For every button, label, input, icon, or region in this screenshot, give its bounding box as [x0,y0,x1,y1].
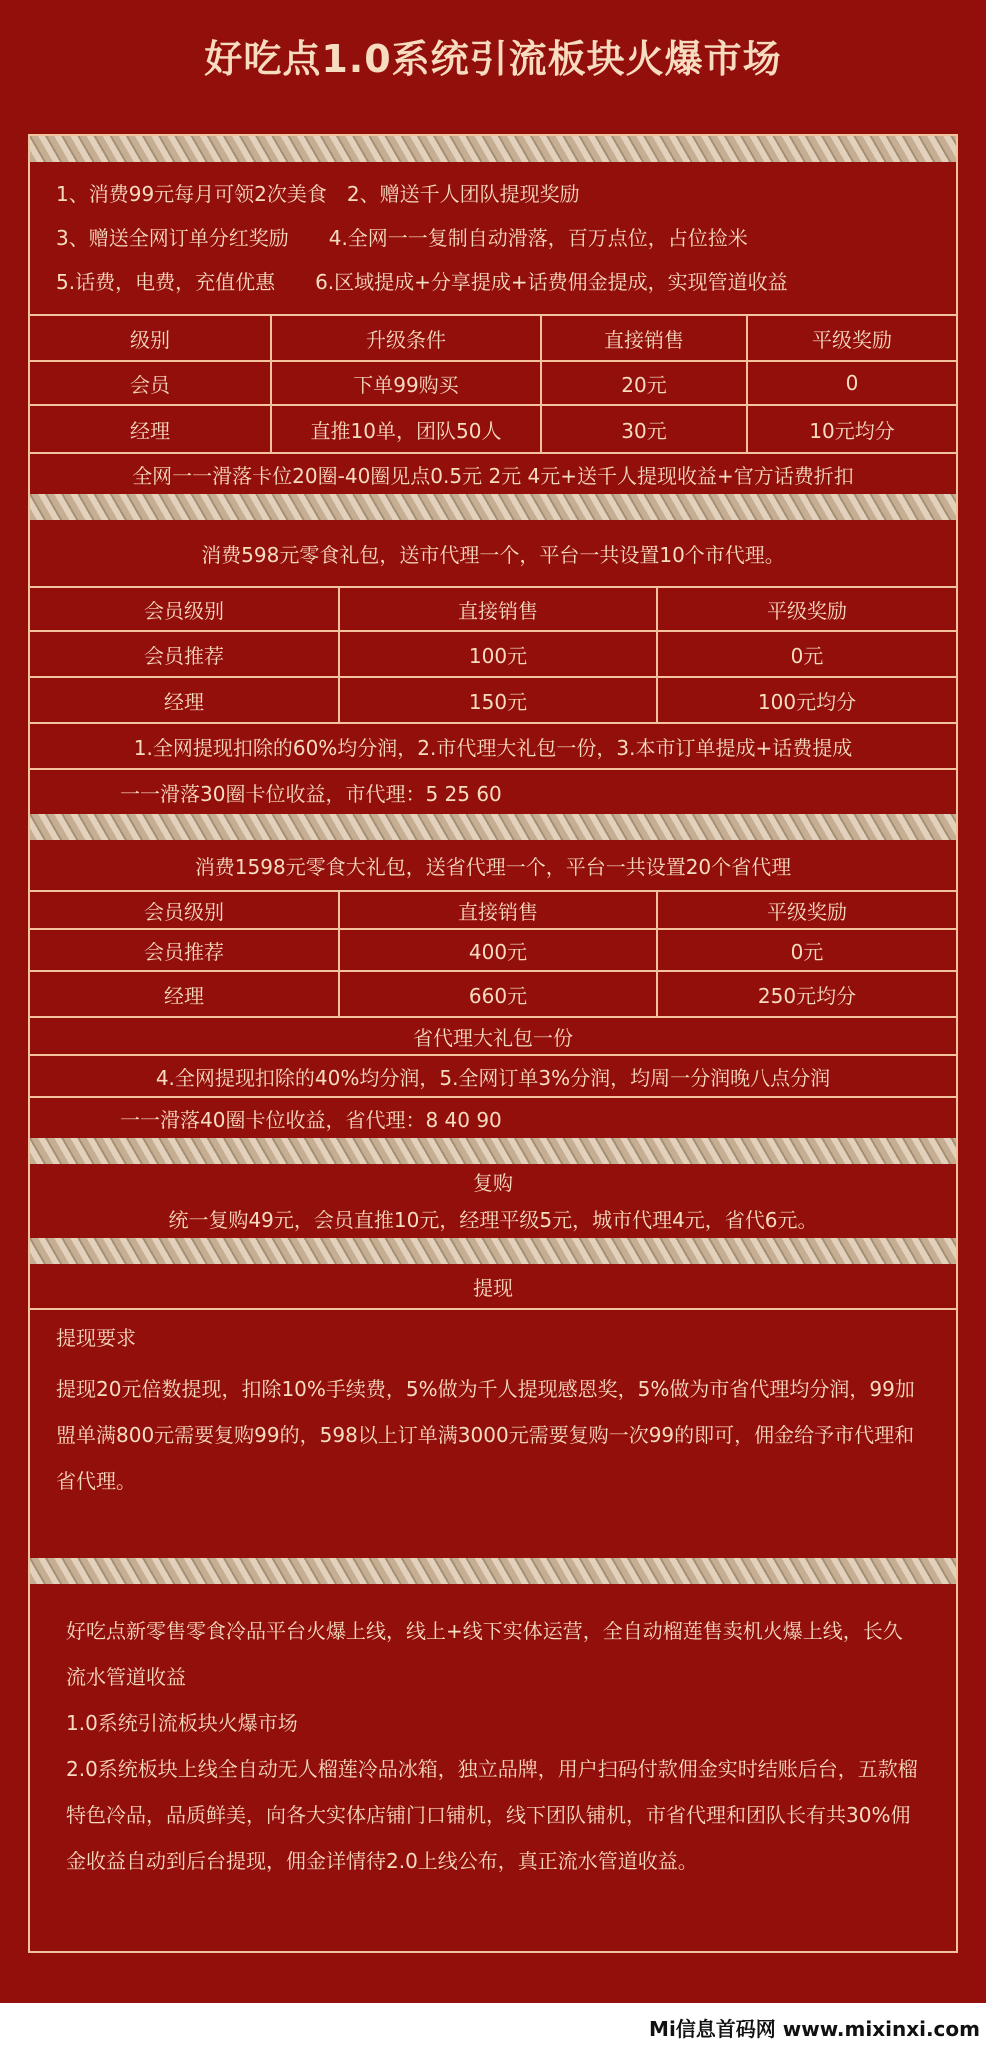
cell: 0 [746,362,956,404]
cell: 250元均分 [656,972,956,1016]
cell: 660元 [338,972,656,1016]
ornament-divider [30,494,956,520]
header-cell: 会员级别 [144,598,224,623]
table-header [30,890,956,928]
intro-block [30,1584,956,1908]
footer-text: 全网一一滑落卡位20圈-40圈见点0.5元 2元 4元+送千人提现收益+官方话费折扣 [132,463,854,488]
cell: 经理 [164,689,204,714]
benefits-list [30,162,956,314]
note-text: 一一滑落30圈卡位收益，市代理：5 25 60 [120,781,502,806]
cell: 0元 [656,632,956,676]
cell: 下单99购买 [270,362,540,404]
benefit-line: 3、赠送全网订单分红奖励 4.全网一一复制自动滑落，百万点位，占位捡米 [56,226,748,250]
intro-text: 消费598元零食礼包，送市代理一个，平台一共设置10个市代理。 [201,542,785,567]
cell: 100元 [338,632,656,676]
repurchase-title: 复购 [473,1170,513,1195]
header-cell: 平级奖励 [746,316,956,360]
header-cell: 直接销售 [338,588,656,630]
ornament-divider [30,1138,956,1164]
table-row [30,404,956,452]
table-header [30,586,956,630]
intro-paragraph: 2.0系统板块上线全自动无人榴莲冷品冰箱，独立品牌，用户扫码付款佣金实时结账后台，五款榴特色冷品，品质鲜美，向各大实体店铺门口铺机，线下团队铺机，市省代理和团队长有共30%佣金收益自动到后台提现，佣金详情待2.0上线公布，真正流水管道收益。 [66,1757,918,1873]
cell: 会员 [130,372,170,397]
intro-paragraph: 好吃点新零售零食冷品平台火爆上线，线上+线下实体运营，全自动榴莲售卖机火爆上线，长久流水管道收益 [66,1619,903,1689]
note-row [30,722,956,768]
note-row [30,1016,956,1054]
ornament-divider [30,136,956,162]
header-cell: 直接销售 [338,892,656,928]
cell: 会员推荐 [144,643,224,668]
withdraw-block [30,1310,956,1558]
intro-paragraph: 1.0系统引流板块火爆市场 [66,1711,298,1735]
header-cell: 级别 [130,327,170,352]
cell: 30元 [540,406,746,452]
table-row [30,360,956,404]
cell: 150元 [338,678,656,722]
section-intro [30,520,956,586]
header-cell: 升级条件 [270,316,540,360]
content-frame [28,134,958,1953]
cell: 直推10单，团队50人 [270,406,540,452]
cell: 10元均分 [746,406,956,452]
note-text: 省代理大礼包一份 [413,1025,573,1050]
table-row [30,928,956,970]
withdraw-title-row [30,1264,956,1310]
cell: 20元 [540,362,746,404]
note-text: 一一滑落40圈卡位收益，省代理：8 40 90 [120,1107,502,1132]
withdraw-title: 提现 [473,1275,513,1300]
header-cell: 平级奖励 [656,892,956,928]
ornament-divider [30,1558,956,1584]
page-title: 好吃点1.0系统引流板块火爆市场 [204,37,782,81]
cell: 0元 [656,930,956,970]
cell: 会员推荐 [144,939,224,964]
cell: 经理 [164,983,204,1008]
table-row [30,970,956,1016]
table-header [30,314,956,360]
cell: 100元均分 [656,678,956,722]
table-row [30,676,956,722]
withdraw-text: 提现20元倍数提现，扣除10%手续费，5%做为千人提现感恩奖，5%做为市省代理均分润，99加盟单满800元需要复购99的，598以上订单满3000元需要复购一次99的即可，佣金给予市代理和省代理。 [56,1377,915,1493]
section-intro [30,840,956,890]
header-cell: 会员级别 [144,899,224,924]
ornament-divider [30,814,956,840]
note-row [30,1054,956,1096]
note-text: 1.全网提现扣除的60%均分润，2.市代理大礼包一份，3.本市订单提成+话费提成 [133,735,853,760]
watermark: Mi信息首码网 www.mixinxi.com [649,2017,980,2041]
note-row [30,1096,956,1138]
withdraw-subtitle: 提现要求 [56,1326,136,1350]
intro-text: 消费1598元零食大礼包，送省代理一个，平台一共设置20个省代理 [194,854,792,879]
cell: 经理 [130,418,170,443]
header-cell: 平级奖励 [656,588,956,630]
benefit-line: 5.话费，电费，充值优惠 6.区域提成+分享提成+话费佣金提成，实现管道收益 [56,270,788,294]
cell: 400元 [338,930,656,970]
benefit-line: 1、消费99元每月可领2次美食 2、赠送千人团队提现奖励 [56,182,580,206]
note-text: 4.全网提现扣除的40%均分润，5.全网订单3%分润，均周一分润晚八点分润 [155,1065,831,1090]
note-row [30,768,956,814]
table-footer [30,452,956,494]
repurchase-text: 统一复购49元，会员直推10元，经理平级5元，城市代理4元，省代6元。 [168,1207,818,1232]
ornament-divider [30,1238,956,1264]
table-row [30,630,956,676]
header-cell: 直接销售 [540,316,746,360]
